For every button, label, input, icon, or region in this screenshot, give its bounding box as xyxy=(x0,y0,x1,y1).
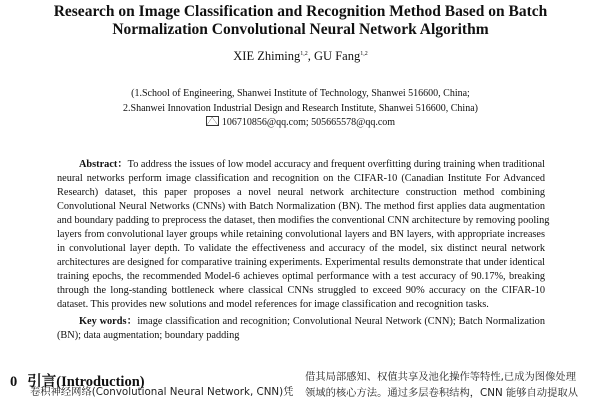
abstract-line: through the long-standing bottleneck where classical CNNs struggled to exceed 90% accuracy on the CIFAR-10 xyxy=(57,285,545,296)
abstract-line: and boundary padding to preprocess the dataset, then modifies the conventional CNN architecture by removing pooling xyxy=(57,215,550,226)
envelope-icon xyxy=(206,116,219,126)
abstract-label: Abstract： xyxy=(79,159,128,170)
emails: 106710856@qq.com; 505665578@qq.com xyxy=(221,117,396,128)
intro-right-line: 领域的核心方法。通过多层卷积结构，CNN 能够自动提取从 xyxy=(305,387,578,399)
affiliation-1: (1.School of Engineering, Shanwei Institute of Technology, Shanwei 516600, China; xyxy=(131,88,470,99)
abstract-line: dataset. This provides new solutions and model references for image classification and recognition tasks. xyxy=(57,299,489,310)
section-title: 引言(Introduction) xyxy=(27,374,145,390)
abstract-line: neural networks perform image classification and recognition on the CIFAR-10 (Canadian Institute For Advanced xyxy=(57,173,545,184)
author-name: GU Fang xyxy=(314,49,361,63)
keywords-line: (BN); data augmentation; boundary padding xyxy=(57,330,240,341)
abstract-line: in convolutional layer depth. To validate the effectiveness and accuracy of the model, six distinct neural network xyxy=(57,243,545,254)
abstract-line: layers from convolutional layer groups while retaining convolutional layers and BN layers, with appropriate increases xyxy=(57,229,545,240)
intro-left-line: 卷积神经网络(Convolutional Neural Network, CNN)凭 xyxy=(30,386,294,398)
section-number: 0 xyxy=(10,374,18,390)
abstract-line: Convolutional Neural Networks (CNNs) with Batch Normalization (BN). The method first applies data augmentation xyxy=(57,201,545,212)
author-affil: 1,2 xyxy=(360,50,368,57)
keywords-line: Key words：image classification and recognition; Convolutional Neural Network (CNN); Batch Normalization xyxy=(79,316,545,327)
affiliation-2: 2.Shanwei Innovation Industrial Design and Research Institute, Shanwei 516600, China) xyxy=(123,103,478,114)
abstract-line: architectures are designed for comparative training experiments. Experimental results demonstrate that under identical xyxy=(57,257,545,268)
authors: XIE Zhiming$^{1,2}$, GU Fang$^{1,2}$ xyxy=(233,49,368,63)
paper-title-line-1: Research on Image Classification and Recognition Method Based on Batch xyxy=(53,3,548,20)
abstract-line: Abstract：To address the issues of low model accuracy and frequent overfitting during training when traditional xyxy=(79,159,545,170)
email-line xyxy=(0,116,601,130)
keywords-label: Key words： xyxy=(79,316,138,327)
author-name: XIE Zhiming xyxy=(233,49,301,63)
author-affil: 1,2 xyxy=(300,50,308,57)
intro-right-line: 借其局部感知、权值共享及池化操作等特性,已成为图像处理 xyxy=(305,371,576,383)
abstract-line: training epochs, the recommended Model-6 achieves optimal performance with a test accuracy of 90.17%, breaking xyxy=(57,271,545,282)
abstract-line: Research) dataset, this paper proposes a novel neural network architecture construction method combining xyxy=(57,187,545,198)
paper-title-line-2: Normalization Convolutional Neural Network Algorithm xyxy=(112,21,489,38)
